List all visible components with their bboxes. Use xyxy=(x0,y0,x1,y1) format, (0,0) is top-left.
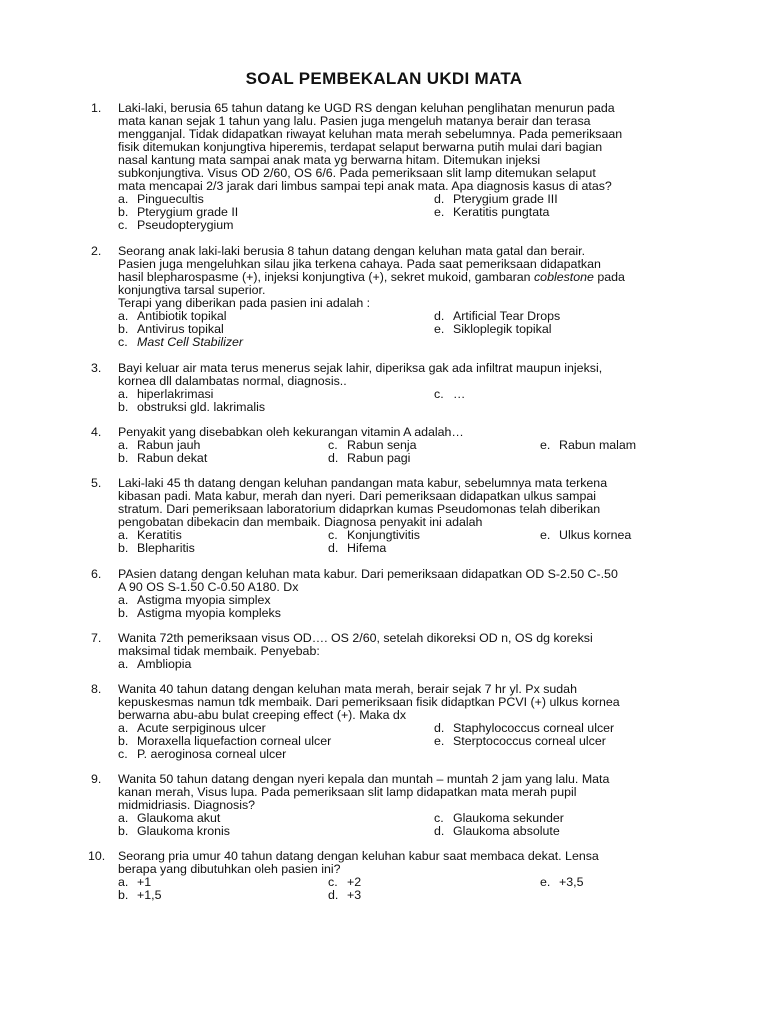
question-7 xyxy=(91,632,678,671)
question-number: 2. xyxy=(91,244,102,258)
option-c: c. … xyxy=(434,387,466,401)
option-e: e. +3,5 xyxy=(540,875,584,889)
option-a: a. Astigma myopia simplex xyxy=(118,593,271,607)
question-line: mata mencapai 2/3 jarak dari limbus sampai tepi anak mata. Apa diagnosis kasus di atas? xyxy=(118,179,612,193)
option-c: c. Pseudopterygium xyxy=(118,218,234,232)
question-line: fisik ditemukan konjungtiva hiperemis, terdapat selaput berwarna putih mulai dari bagian xyxy=(118,140,603,154)
question-line: kepuskesmas namun tdk membaik. Dari pemeriksaan fisik didaptkan PCVI (+) ulkus kornea xyxy=(118,695,620,709)
question-line: stratum. Dari pemeriksaan laboratorium didaprkan kumas Pseudomonas telah diberikan xyxy=(118,502,601,516)
question-number: 7. xyxy=(91,631,102,645)
question-2 xyxy=(91,245,678,349)
question-line: Seorang pria umur 40 tahun datang dengan keluhan kabur saat membaca dekat. Lensa xyxy=(118,849,599,863)
option-d: d. +3 xyxy=(328,888,362,902)
question-line: Laki-laki, berusia 65 tahun datang ke UGD RS dengan keluhan penglihatan menurun pada xyxy=(118,101,615,115)
question-line: Terapi yang diberikan pada pasien ini adalah : xyxy=(118,296,371,310)
question-line: pengobatan dibekacin dan membaik. Diagnosa penyakit ini adalah xyxy=(118,515,483,529)
option-b: b. obstruksi gld. lakrimalis xyxy=(118,400,266,414)
option-a: a. Ambliopia xyxy=(118,657,192,671)
question-number: 6. xyxy=(91,567,102,581)
option-e: e. Sikloplegik topikal xyxy=(434,322,552,336)
options xyxy=(118,876,678,902)
question-line: kornea dll dalambatas normal, diagnosis.. xyxy=(118,374,347,388)
question-8 xyxy=(91,683,678,761)
option-d: d. Pterygium grade III xyxy=(434,192,558,206)
question-line: mengganjal. Tidak didapatkan riwayat keluhan mata merah sebelumnya. Pada pemeriksaan xyxy=(118,127,623,141)
question-6 xyxy=(91,568,678,620)
option-a: a. +1 xyxy=(118,875,152,889)
page-title: SOAL PEMBEKALAN UKDI MATA xyxy=(245,69,523,88)
question-number: 5. xyxy=(91,476,102,490)
question-1 xyxy=(91,102,678,232)
question-5 xyxy=(91,477,678,555)
option-d: d. Staphylococcus corneal ulcer xyxy=(434,721,615,735)
option-e: e. Sterptococcus corneal ulcer xyxy=(434,734,606,748)
option-c: c. +2 xyxy=(328,875,362,889)
question-number: 1. xyxy=(91,101,102,115)
question-text xyxy=(118,245,678,310)
question-text xyxy=(118,683,678,722)
option-b: b. Moraxella liquefaction corneal ulcer xyxy=(118,734,332,748)
question-3 xyxy=(91,362,678,414)
question-line: Pasien juga mengeluhkan silau jika terkena cahaya. Pada saat pemeriksaan didapatkan xyxy=(118,257,601,271)
options xyxy=(118,722,678,761)
question-text xyxy=(118,850,678,876)
question-line: PAsien datang dengan keluhan mata kabur. Dari pemeriksaan didapatkan OD S-2.50 C-.50 xyxy=(118,567,618,581)
question-line: nasal kantung mata sampai anak mata yg berwarna hitam. Ditemukan injeksi xyxy=(118,153,541,167)
option-b: b. Astigma myopia kompleks xyxy=(118,606,281,620)
question-9 xyxy=(91,773,678,838)
option-a: a. Keratitis xyxy=(118,528,182,542)
options xyxy=(118,193,678,232)
option-e: e. Ulkus kornea xyxy=(540,528,632,542)
question-line: Wanita 72th pemeriksaan visus OD…. OS 2/60, setelah dikoreksi OD n, OS dg koreksi xyxy=(118,631,593,645)
option-a: a. Acute serpiginous ulcer xyxy=(118,721,266,735)
option-e: e. Keratitis pungtata xyxy=(434,205,550,219)
option-b: b. Glaukoma kronis xyxy=(118,824,230,838)
question-text xyxy=(118,568,678,594)
option-c: c. Rabun senja xyxy=(328,438,417,452)
question-line: Wanita 40 tahun datang dengan keluhan mata merah, berair sejak 7 hr yl. Px sudah xyxy=(118,682,577,696)
option-a: a. Pinguecultis xyxy=(118,192,204,206)
question-text xyxy=(118,102,678,193)
question-10 xyxy=(88,849,678,902)
question-number: 10. xyxy=(88,849,106,863)
options xyxy=(118,388,678,414)
options xyxy=(118,439,678,465)
option-a: a. hiperlakrimasi xyxy=(118,387,214,401)
option-a: a. Rabun jauh xyxy=(118,438,201,452)
question-line: konjungtiva tarsal superior. xyxy=(118,283,266,297)
question-text xyxy=(118,362,678,388)
options xyxy=(118,310,678,349)
option-b: b. Antivirus topikal xyxy=(118,322,224,336)
option-d: d. Hifema xyxy=(328,541,387,555)
question-line: mata kanan sejak 1 tahun yang lalu. Pasien juga mengeluh matanya berair dan terasa xyxy=(118,114,591,128)
question-line: kanan merah, Visus lupa. Pada pemeriksaan slit lamp didapatkan mata merah pupil xyxy=(118,785,577,799)
option-b: b. Pterygium grade II xyxy=(118,205,239,219)
question-line: berwarna abu-abu bulat creeping effect (+). Maka dx xyxy=(118,708,407,722)
option-a: a. Glaukoma akut xyxy=(118,811,221,825)
question-line: Seorang anak laki-laki berusia 8 tahun datang dengan keluhan mata gatal dan berair. xyxy=(118,244,586,258)
option-d: d. Rabun pagi xyxy=(328,451,411,465)
question-number: 4. xyxy=(91,425,102,439)
option-d: d. Glaukoma absolute xyxy=(434,824,560,838)
options xyxy=(118,812,678,838)
option-c: c. P. aeroginosa corneal ulcer xyxy=(118,747,287,761)
option-b: b. Rabun dekat xyxy=(118,451,208,465)
option-c: c. Mast Cell Stabilizer xyxy=(118,335,244,349)
options xyxy=(118,529,678,555)
question-line: maksimal tidak membaik. Penyebab: xyxy=(118,644,320,658)
question-line: Wanita 50 tahun datang dengan nyeri kepala dan muntah – muntah 2 jam yang lalu. Mata xyxy=(118,772,610,786)
question-line: kibasan padi. Mata kabur, merah dan nyeri. Dari pemeriksaan didapatkan ulkus sampai xyxy=(118,489,596,503)
option-b: b. Blepharitis xyxy=(118,541,195,555)
option-c: c. Konjungtivitis xyxy=(328,528,421,542)
options xyxy=(118,594,678,620)
question-line: A 90 OS S-1.50 C-0.50 A180. Dx xyxy=(118,580,299,594)
option-c: c. Glaukoma sekunder xyxy=(434,811,564,825)
question-line: Laki-laki 45 th datang dengan keluhan pandangan mata kabur, sebelumnya mata terkena xyxy=(118,476,608,490)
question-4 xyxy=(91,426,678,465)
question-line: Penyakit yang disebabkan oleh kekurangan vitamin A adalah… xyxy=(118,425,464,439)
question-line: berapa yang dibutuhkan oleh pasien ini? xyxy=(118,862,341,876)
question-line: hasil blepharospasme (+), injeksi konjungtiva (+), sekret mukoid, gambaran coblestone pada xyxy=(118,270,625,284)
question-number: 9. xyxy=(91,772,102,786)
question-line: Bayi keluar air mata terus menerus sejak lahir, diperiksa gak ada infiltrat maupun injeksi, xyxy=(118,361,603,375)
question-text xyxy=(118,632,678,658)
option-e: e. Rabun malam xyxy=(540,438,637,452)
options xyxy=(118,658,678,671)
option-a: a. Antibiotik topikal xyxy=(118,309,227,323)
question-number: 3. xyxy=(91,361,102,375)
option-d: d. Artificial Tear Drops xyxy=(434,309,561,323)
question-line: subkonjungtiva. Visus OD 2/60, OS 6/6. Pada pemeriksaan slit lamp ditemukan selaput xyxy=(118,166,596,180)
italic-term: coblestone xyxy=(533,270,594,284)
question-text xyxy=(118,773,678,812)
option-b: b. +1,5 xyxy=(118,888,162,902)
question-line: midmidriasis. Diagnosis? xyxy=(118,798,256,812)
question-text xyxy=(118,477,678,529)
question-number: 8. xyxy=(91,682,102,696)
